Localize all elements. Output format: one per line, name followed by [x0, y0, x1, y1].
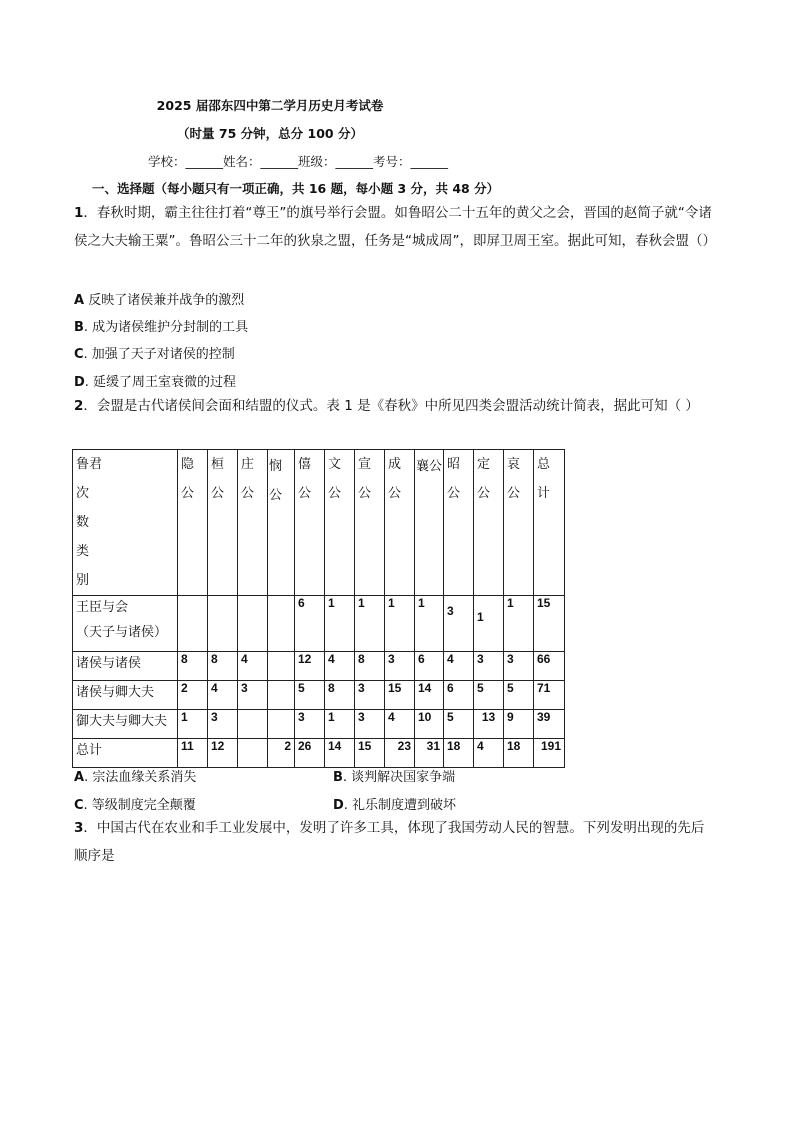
table-cell: 6 [444, 681, 474, 710]
option-text: . 延缓了周王室衰微的过程 [84, 375, 237, 390]
table-cell: 4 [385, 710, 415, 739]
option-letter: A [74, 293, 85, 308]
q1-option-a [74, 289, 244, 308]
question-number: 1 [74, 205, 84, 221]
q1-option-d [74, 371, 236, 390]
table-cell: 15 [534, 596, 565, 652]
table-cell: 3 [355, 681, 385, 710]
table-cell: 11 [178, 739, 208, 768]
corner-line: 次 [76, 486, 90, 501]
corner-line: 类 [76, 544, 90, 559]
col-header: 昭 公 [444, 450, 474, 596]
col-header: 桓 公 [208, 450, 238, 596]
table-cell: 3 [474, 652, 504, 681]
table-cell: 3 [355, 710, 385, 739]
question-number: 2 [74, 398, 84, 414]
option-text: . 宗法血缘关系消失 [84, 770, 197, 785]
exam-subtitle: （时量 75 分钟，总分 100 分） [177, 126, 363, 141]
col-header: 隐 公 [178, 450, 208, 596]
option-text: 反映了诸侯兼并战争的激烈 [84, 293, 245, 308]
table-cell [178, 596, 208, 652]
table-cell: 12 [295, 652, 325, 681]
col-header: 哀 公 [504, 450, 534, 596]
col-header: 悯公 [268, 450, 295, 596]
table-cell: 5 [504, 681, 534, 710]
table-row [73, 596, 565, 652]
table-cell: 1 [178, 710, 208, 739]
exam-title: 2025 届邵东四中第二学月历史月考试卷 [156, 98, 384, 113]
question-1 [74, 200, 714, 255]
table-corner-cell [73, 450, 178, 596]
table-cell: 4 [474, 739, 504, 768]
option-text: . 礼乐制度遭到破坏 [343, 798, 457, 813]
table-cell: 4 [325, 652, 355, 681]
table-cell [268, 681, 295, 710]
table-cell: 26 [295, 739, 325, 768]
table-cell: 3 [504, 652, 534, 681]
q2-option-c [74, 794, 196, 813]
col-header: 成 公 [385, 450, 415, 596]
table-cell [238, 596, 268, 652]
col-header: 定 公 [474, 450, 504, 596]
table-cell: 3 [238, 681, 268, 710]
q2-option-a [74, 766, 196, 785]
corner-line: 鲁君 [76, 457, 103, 472]
table-row [73, 681, 565, 710]
table-cell: 6 [295, 596, 325, 652]
table-cell: 1 [325, 710, 355, 739]
row-label: 御大夫与卿大夫 [73, 710, 178, 739]
q1-option-c [74, 343, 235, 362]
col-header: 总 计 [534, 450, 565, 596]
table-cell: 13 [474, 710, 504, 739]
col-header: 襄公 [415, 450, 444, 596]
table-cell: 1 [325, 596, 355, 652]
table-cell: 12 [208, 739, 238, 768]
table-cell: 14 [415, 681, 444, 710]
table-cell [268, 596, 295, 652]
table-cell [238, 710, 268, 739]
table-cell [208, 596, 238, 652]
table-cell: 10 [415, 710, 444, 739]
row-label: 诸侯与诸侯 [73, 652, 178, 681]
option-letter: B [333, 770, 343, 785]
table-cell: 14 [325, 739, 355, 768]
table-cell: 15 [355, 739, 385, 768]
table-cell: 71 [534, 681, 565, 710]
option-text: . 谈判解决国家争端 [342, 770, 456, 785]
table-row [73, 739, 565, 768]
table-cell [268, 710, 295, 739]
meeting-stats-table [72, 449, 565, 768]
col-header: 庄 公 [238, 450, 268, 596]
table-cell: 4 [208, 681, 238, 710]
table-cell: 9 [504, 710, 534, 739]
row-label: 王臣与会 （天子与诸侯） [73, 596, 178, 652]
q2-option-b [333, 766, 455, 785]
table-cell: 66 [534, 652, 565, 681]
table-cell: 1 [355, 596, 385, 652]
option-letter: D [333, 798, 344, 813]
table-cell: 1 [474, 596, 504, 652]
table-cell: 2 [268, 739, 295, 768]
question-3 [74, 815, 714, 870]
table-cell: 1 [415, 596, 444, 652]
question-text: ．春秋时期，霸主往往打着“尊王”的旗号举行会盟。如鲁昭公二十五年的黄父之会，晋国的赵简子就“令诸侯之大夫输王粟”。鲁昭公三十二年的狄泉之盟，任务是“城成周”，即屏卫周王室。据此可知，春秋会盟（） [74, 205, 716, 249]
option-letter: C [74, 798, 84, 813]
corner-line: 别 [76, 573, 90, 588]
student-info-line: 学校：______姓名：______班级：______考号：______ [148, 154, 449, 169]
table-cell: 6 [415, 652, 444, 681]
col-header: 文 公 [325, 450, 355, 596]
row-label: 诸侯与卿大夫 [73, 681, 178, 710]
table-cell [238, 739, 268, 768]
table-cell: 5 [474, 681, 504, 710]
table-cell: 3 [295, 710, 325, 739]
col-header: 僖 公 [295, 450, 325, 596]
table-cell: 1 [504, 596, 534, 652]
question-text: ．中国古代在农业和手工业发展中，发明了许多工具，体现了我国劳动人民的智慧。下列发明出现的先后顺序是 [74, 820, 705, 864]
table-cell [268, 652, 295, 681]
option-text: . 加强了天子对诸侯的控制 [83, 347, 235, 362]
table-cell: 3 [385, 652, 415, 681]
table-cell: 4 [444, 652, 474, 681]
option-letter: B [74, 320, 84, 335]
table-cell: 8 [325, 681, 355, 710]
option-text: . 成为诸侯维护分封制的工具 [83, 320, 249, 335]
table-cell: 4 [238, 652, 268, 681]
table-cell: 8 [208, 652, 238, 681]
table-cell: 3 [444, 596, 474, 652]
section-heading: 一、选择题（每小题只有一项正确，共 16 题，每小题 3 分，共 48 分） [92, 181, 500, 196]
table-header-row [73, 450, 565, 596]
col-header: 宣 公 [355, 450, 385, 596]
table-row [73, 652, 565, 681]
row-label: 总计 [73, 739, 178, 768]
option-letter: A [74, 770, 85, 785]
option-letter: C [74, 347, 84, 362]
table-cell: 191 [534, 739, 565, 768]
table-cell: 5 [295, 681, 325, 710]
question-2 [74, 393, 714, 421]
corner-line: 数 [76, 515, 90, 530]
table-cell: 8 [178, 652, 208, 681]
table-cell: 3 [208, 710, 238, 739]
table-cell: 5 [444, 710, 474, 739]
table-cell: 23 [385, 739, 415, 768]
q2-option-d [333, 794, 456, 813]
option-text: . 等级制度完全颠覆 [83, 798, 196, 813]
table-cell: 18 [504, 739, 534, 768]
table-row [73, 710, 565, 739]
table-cell: 15 [385, 681, 415, 710]
table-cell: 2 [178, 681, 208, 710]
table-cell: 39 [534, 710, 565, 739]
table-cell: 8 [355, 652, 385, 681]
table-cell: 18 [444, 739, 474, 768]
question-number: 3 [74, 820, 84, 836]
table-cell: 31 [415, 739, 444, 768]
table-cell: 1 [385, 596, 415, 652]
question-text: ．会盟是古代诸侯间会面和结盟的仪式。表 1 是《春秋》中所见四类会盟活动统计简表，据此可知（ ） [83, 398, 699, 414]
option-letter: D [74, 375, 85, 390]
q1-option-b [74, 316, 248, 335]
